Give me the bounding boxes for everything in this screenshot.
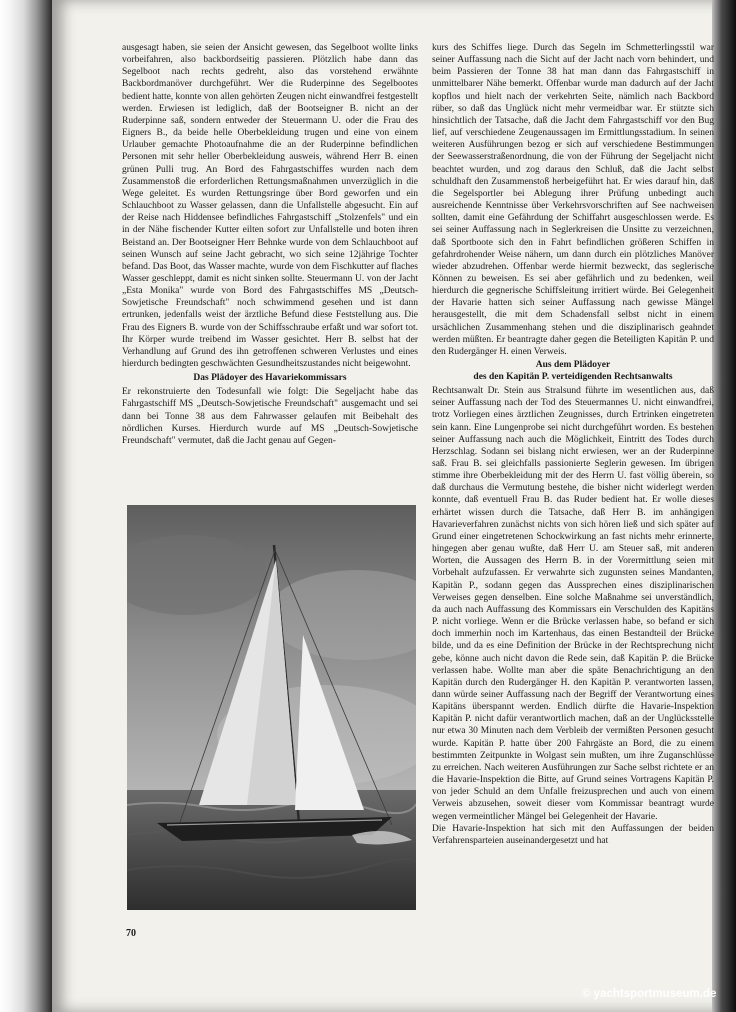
- scan-right-edge: [712, 0, 736, 1012]
- sailboat-photo: [127, 505, 416, 910]
- body-paragraph: ausgesagt haben, sie seien der Ansicht gewesen, das Segelboot wollte links vorbeifahren, also backbordseitig passieren. Plötzlich habe dann das Segelboot nach rechts gedreht, also das vorstehend erwähnte Backbordmanöver durchgeführt. Wer die Ruderpinne des Segelbootes bedient hatte, konnte von allen gehörten Zeugen nicht einwandfrei festgestellt werden. Erwiesen ist lediglich, daß der Bootseigner B. nicht an der Ruderpinne saß, sondern entweder der Steuermann U. oder die Frau des Eigners B., da beide helle Oberbekleidung trugen und eine von einem Urlauber gemachte Photoaufnahme die an der Ruderpinne befindlichen Personen mit sehr heller Oberbekleidung ausweis, während Herr B. einen grünen Pulli trug. An Bord des Fahrgastschiffes wurden nach dem Zusammenstoß die erforderlichen Rettungsmaßnahmen unverzüglich in die Wege geleitet. Es wurden Rettungsringe über Bord geworfen und ein Schlauchboot zu Wasser gelassen, dann die Unfallstelle abgesucht. Ein auf der Reise nach Hiddensee befindliches Fahrgastschiff „Stolzenfels" und ein in der Nähe fischender Kutter eilten sofort zur Unfallstelle und boten ihren Beistand an. Der Bootseigner Herr Behnke wurde von dem Schlauchboot auf seinen Wunsch auf seine Jacht gebracht, wo sich seine 12jährige Tochter befand. Das Boot, das Wasser machte, wurde von dem Fischkutter auf flaches Wasser geschleppt, damit es nicht sinken sollte. Steuermann U. von der Jacht „Esta Monika" wurde von Bord des Fahrgastschiffes MS „Deutsch-Sowjetische Freundschaft" noch schwimmend gesehen und ist dann ertrunken, jedenfalls weist der ärztliche Befund diese Feststellung aus. Die Frau des Eigners B. wurde von der Schiffsschraube erfaßt und war sofort tot. Ihr Körper wurde treibend im Wasser gesichtet. Herr B. selbst hat der Verhandlung auf Grund des ihn getroffenen schweren Verlustes und eines hierdurch bedingten geschwächten Gesundheitszustandes nicht beigewohnt.: [122, 43, 418, 370]
- page-number: 70: [126, 928, 136, 939]
- body-paragraph: kurs des Schiffes liege. Durch das Segeln im Schmetterlingsstil war seiner Auffassung nach die Sicht auf der Jacht nach vorn behindert, und beim Passieren der Tonne 38 hat man dann das Fahrgastschiff in unmittelbarer Nähe bemerkt. Offenbar wurde man dadurch auf der Jacht kopflos und hielt nach der verkehrten Seite, nämlich nach Backbord rüber, so daß das Unglück nicht mehr vermeidbar war. Er stützte sich hinsichtlich der Tatsache, daß die Jacht dem Fahrgastschiff vor den Bug lief, auf verschiedene Zeugenaussagen im Ermittlungsstadium. In seinen weiteren Ausführungen bezog er sich auf verschiedene Bestimmungen der Seewasserstraßenordnung, die von der Führung der Segeljacht nicht beachtet wurden, und zog daraus den Schluß, daß die Jacht selbst schuldhaft den Zusammenstoß herbeigeführt hat. Er wies darauf hin, daß die Segelsportler bei Ablegung ihrer Prüfung unbedingt auch ausreichende Kenntnisse über Verkehrsvorschriften auf See nachweisen sollten, damit eine Gefährdung der Schiffahrt ausgeschlossen werde. Es sei seiner Auffassung nach in Seglerkreisen die Unsitte zu verzeichnen, daß Sportboote sich den in Fahrt befindlichen größeren Schiffen in gefahrdrohender Weise nähern, um dann durch ein plötzliches Manöver wieder abzudrehen. Offenbar werde hiermit bezweckt, das seglerische Können zu beweisen. Es sei aber gefährlich und zu bedenken, weil hierdurch die gegnerische Schiffsleitung irritiert würde. Bei Gelegenheit der Havarie hatten sich seiner Auffassung nach gewisse Mängel herausgestellt, die mit dem Schadensfall selbst nicht in einem ursächlichen Zusammenhang stehen und die disziplinarisch geahndet werden müßten. Er beantragte daher gegen die Beteiligten Kapitän P. und den Rudergänger H. einen Verweis.: [432, 43, 714, 357]
- body-paragraph: Die Havarie-Inspektion hat sich mit den Auffassungen der beiden Verfahrensparteien auseinandergesetzt und hat: [432, 823, 714, 846]
- section-heading: Das Plädoyer des Havariekommissars: [193, 373, 347, 384]
- watermark: © yachtsportmuseum.de: [582, 988, 717, 1000]
- left-column: [122, 42, 418, 447]
- sailboat-image: [127, 505, 416, 910]
- right-column: [432, 42, 714, 847]
- section-heading-line: Aus dem Plädoyer: [535, 360, 611, 371]
- section-heading: [432, 360, 714, 383]
- scan-binding-edge: [0, 0, 52, 1012]
- body-paragraph: Er rekonstruierte den Todesunfall wie folgt: Die Segeljacht habe das Fahrgastschiff MS „Deutsch-Sowjetische Freundschaft" ausgemacht und sei dann bei Tonne 38 aus dem Fahrwasser gelaufen mit Beibehalt des nördlichen Kurses. Hierdurch wurde auf MS „Deutsch-Sowjetische Freundschaft" vermutet, daß die Jacht genau auf Gegen-: [122, 387, 418, 446]
- body-paragraph: Rechtsanwalt Dr. Stein aus Stralsund führte im wesentlichen aus, daß seiner Auffassung nach der Tod des Steuermannes U. nicht einwandfrei, trotz Vorliegen eines ärztlichen Zeugnisses, durch Ertrinken eingetreten sein kann. Eine Lungenprobe sei nicht durchgeführt worden. Es bestehen seiner Auffassung nach auch die Möglichkeit, Eintritt des Todes durch Herzschlag. Sodann sei bislang nicht erwiesen, wer an der Ruderpinne saß. Frau B. sei gleichfalls passionierte Seglerin gewesen. Im übrigen stimme ihre Oberbekleidung mit der des Herrn U. fast völlig überein, so daß durchaus die Vermutung bestehe, die bisher nicht widerlegt werden konnte, daß eventuell Frau B. das Ruder bedient hat. Er wolle dieses erhärtet wissen durch die Tatsache, daß Herr B. im anhängigen Havarieverfahren zunächst nichts von sich hören ließ und sich später auf Grund einer eingetretenen Schockwirkung an fast nichts mehr erinnerte, hingegen aber genau wußte, daß Herr U. am Steuer saß, mit anderen Worten, die Aussagen des Herrn B. in der Vorermittlung seien mit Vorbehalt aufzufassen. Er verwahrte sich zugunsten seines Mandanten, Kapitän P., sodann gegen das Aussprechen eines disziplinarischen Verweises gegen denselben. Eine solche Maßnahme sei unverständlich, da auch nach Auffassung des Kommissars ein Verschulden des Kapitäns P. nicht vorliege. Wenn er die Brücke verlassen habe, so befand er sich doch immerhin noch im Kartenhaus, das einen Bestandteil der Brücke bilde, und da es eine Definition der Brücke in der Rechtsprechung nicht gebe, könne auch nicht davon die Rede sein, daß Kapitän P. die Brücke verlassen habe. Wollte man aber die späte Benachrichtigung an den Kapitän durch den Rudergänger H. den Kapitän P. verantworten lassen, dann würde seiner Auffassung nach der Begriff der Verantwortung eines Kapitäns überspannt werden. Endlich dürfte die Havarie-Inspektion Kapitän P. nicht dafür verantwortlich machen, daß an der Unglücksstelle nur etwa 30 Minuten nach dem Verbleib der vermißten Personen gesucht wurde. Kapitän P. hatte über 200 Fahrgäste an Bord, die zu einem bestimmten Zeitpunkte in Wolgast sein mußten, um ihre Zuganschlüsse zu erreichen. Nach weiteren Ausführungen zur Sache selbst richtete er an die Havarie-Inspektion die Bitte, auf Grund seines Vortragens Kapitän P. von jeder Schuld an dem Unfalle freizusprechen und auch von einem Verweis abzusehen, soweit dieser vom Kommissar beantragt wurde wegen vermeintlicher Mängel bei Gelegenheit der Havarie.: [432, 386, 714, 822]
- section-heading-line: des den Kapitän P. verteidigenden Rechtsanwalts: [473, 371, 673, 382]
